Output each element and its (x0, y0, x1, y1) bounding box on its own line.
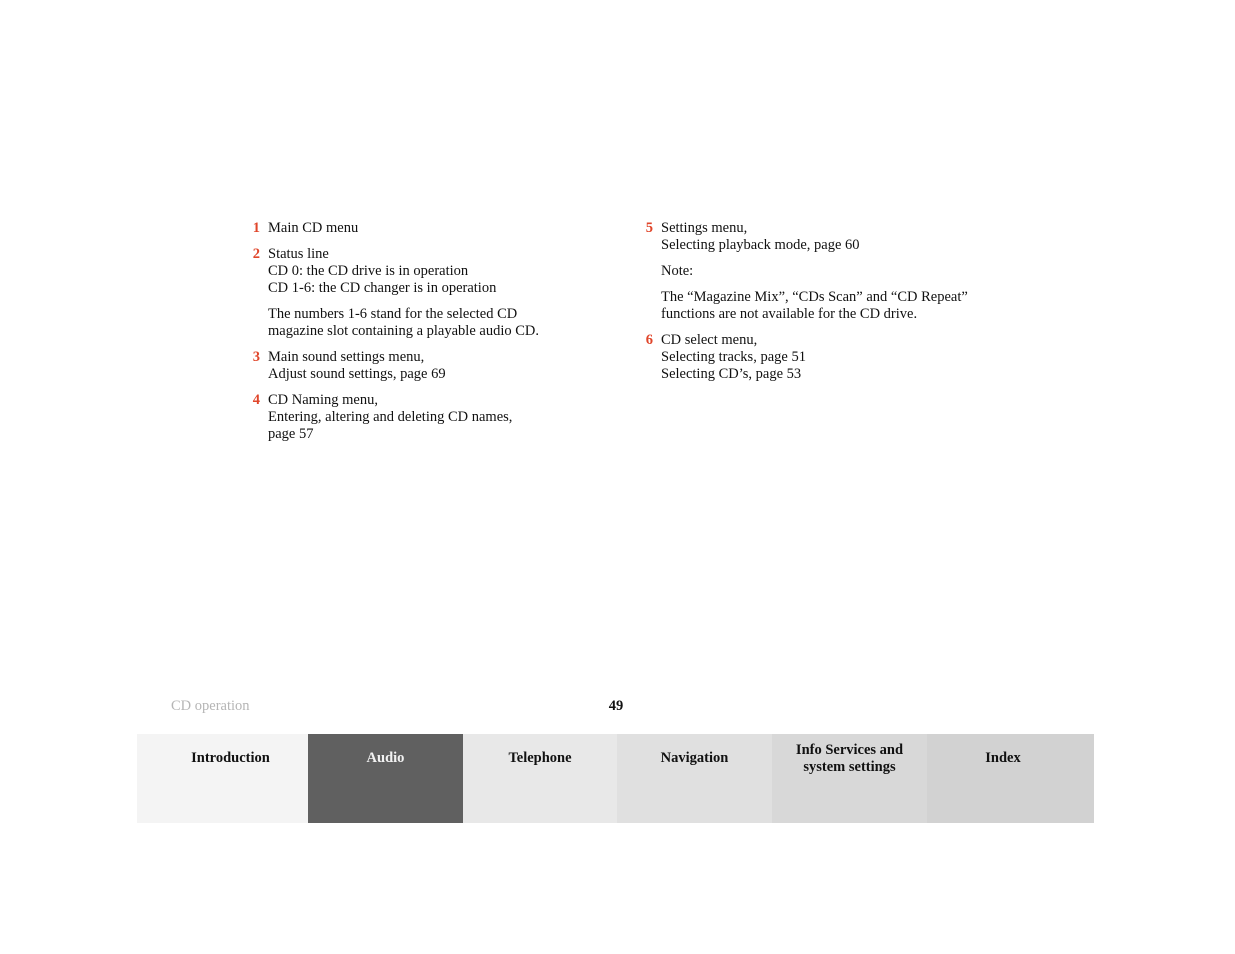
left-column (248, 220, 588, 452)
item-text: Main CD menu (268, 220, 359, 236)
item-text: Status line (268, 246, 329, 262)
item-text: Entering, altering and deleting CD names, (268, 409, 513, 425)
tab-index[interactable] (927, 734, 1094, 823)
note-text: magazine slot containing a playable audio CD. (268, 323, 539, 339)
item-text: Selecting tracks, page 51 (661, 349, 806, 365)
chapter-nav-bar (137, 734, 1094, 823)
item-number: 5 (645, 220, 653, 236)
list-item-3 (248, 349, 588, 383)
note-text: The “Magazine Mix”, “CDs Scan” and “CD Repeat” (661, 289, 968, 305)
tab-label-line1: Info Services and (795, 742, 904, 758)
tab-label: Introduction (191, 750, 270, 766)
tab-introduction[interactable] (137, 734, 308, 823)
right-column (641, 220, 1001, 392)
tab-audio[interactable] (308, 734, 463, 823)
tab-label: Audio (366, 750, 405, 766)
list-item-5 (641, 220, 1001, 254)
list-item-1 (248, 220, 588, 237)
item-text: CD 1-6: the CD changer is in operation (268, 280, 497, 296)
page-number: 49 (608, 698, 624, 714)
item-number: 2 (252, 246, 260, 262)
list-item-2 (248, 246, 588, 297)
item-text: page 57 (268, 426, 314, 442)
note-text: functions are not available for the CD drive. (661, 306, 918, 322)
item-number: 3 (252, 349, 260, 365)
item-text: Adjust sound settings, page 69 (268, 366, 446, 382)
list-item-4 (248, 392, 588, 443)
item-text: CD 0: the CD drive is in operation (268, 263, 469, 279)
note-text: The numbers 1-6 stand for the selected CD (268, 306, 518, 322)
item-number: 6 (645, 332, 653, 348)
note-label (641, 263, 1001, 280)
section-title: CD operation (171, 698, 250, 714)
item-text: CD Naming menu, (268, 392, 378, 408)
item-2-note (248, 306, 588, 340)
tab-info-services[interactable] (772, 734, 927, 823)
item-number: 1 (252, 220, 260, 236)
tab-label-line2: system settings (803, 759, 896, 775)
item-text: Main sound settings menu, (268, 349, 425, 365)
tab-label: Navigation (660, 750, 729, 766)
item-text: CD select menu, (661, 332, 758, 348)
item-number: 4 (252, 392, 260, 408)
item-text: Settings menu, (661, 220, 748, 236)
item-text: Selecting CD’s, page 53 (661, 366, 802, 382)
item-5-note (641, 289, 1001, 323)
item-text: Selecting playback mode, page 60 (661, 237, 860, 253)
tab-telephone[interactable] (463, 734, 617, 823)
tab-label: Index (985, 750, 1021, 766)
list-item-6 (641, 332, 1001, 383)
note-label-text: Note: (661, 263, 694, 279)
tab-navigation[interactable] (617, 734, 772, 823)
tab-label: Telephone (508, 750, 572, 766)
